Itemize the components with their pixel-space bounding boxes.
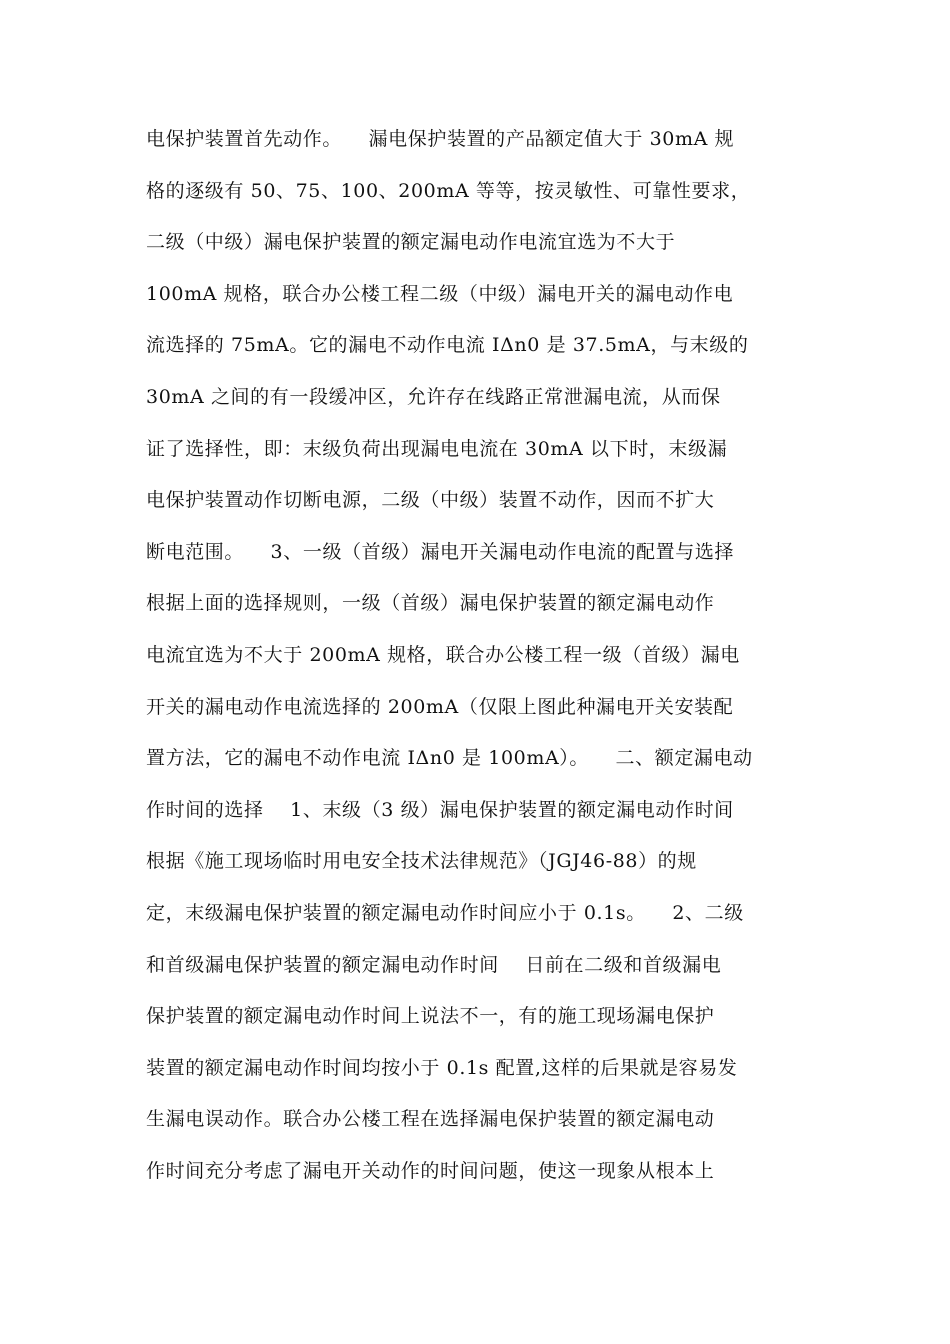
- text-line: 电保护装置动作切断电源，二级（中级）装置不动作，因而不扩大: [146, 489, 715, 512]
- text-line: 100mA 规格，联合办公楼工程二级（中级）漏电开关的漏电动作电: [146, 282, 734, 305]
- text-line: 定，末级漏电保护装置的额定漏电动作时间应小于 0.1s。 2、二级: [146, 901, 744, 924]
- text-line: 电流宜选为不大于 200mA 规格，联合办公楼工程一级（首级）漏电: [146, 643, 740, 666]
- text-line: 和首级漏电保护装置的额定漏电动作时间 日前在二级和首级漏电: [146, 953, 722, 976]
- body-text: [146, 114, 826, 1197]
- text-line: 流选择的 75mA。它的漏电不动作电流 IΔn0 是 37.5mA，与末级的: [146, 334, 749, 357]
- text-line: 30mA 之间的有一段缓冲区，允许存在线路正常泄漏电流，从而保: [146, 385, 721, 408]
- text-line: 证了选择性，即：末级负荷出现漏电电流在 30mA 以下时，末级漏: [146, 437, 728, 460]
- text-line: 置方法，它的漏电不动作电流 IΔn0 是 100mA）。 二、额定漏电动: [146, 747, 753, 770]
- text-line: 电保护装置首先动作。 漏电保护装置的产品额定值大于 30mA 规: [146, 128, 735, 150]
- text-line: 根据《施工现场临时用电安全技术法律规范》（JGJ46-88）的规: [146, 850, 697, 873]
- text-line: 保护装置的额定漏电动作时间上说法不一，有的施工现场漏电保护: [146, 1005, 715, 1028]
- text-line: 根据上面的选择规则，一级（首级）漏电保护装置的额定漏电动作: [146, 592, 715, 615]
- text-line: 生漏电误动作。联合办公楼工程在选择漏电保护装置的额定漏电动: [146, 1108, 715, 1131]
- text-line: 装置的额定漏电动作时间均按小于 0.1s 配置,这样的后果就是容易发: [146, 1056, 738, 1079]
- text-line: 作时间的选择 1、末级（3 级）漏电保护装置的额定漏电动作时间: [146, 798, 734, 821]
- text-line: 断电范围。 3、一级（首级）漏电开关漏电动作电流的配置与选择: [146, 540, 735, 563]
- text-line: 格的逐级有 50、75、100、200mA 等等，按灵敏性、可靠性要求，: [146, 179, 751, 202]
- text-line: 作时间充分考虑了漏电开关动作的时间问题，使这一现象从根本上: [146, 1159, 715, 1182]
- text-line: 开关的漏电动作电流选择的 200mA（仅限上图此种漏电开关安装配: [146, 695, 734, 718]
- text-line: 二级（中级）漏电保护装置的额定漏电动作电流宜选为不大于: [146, 231, 676, 254]
